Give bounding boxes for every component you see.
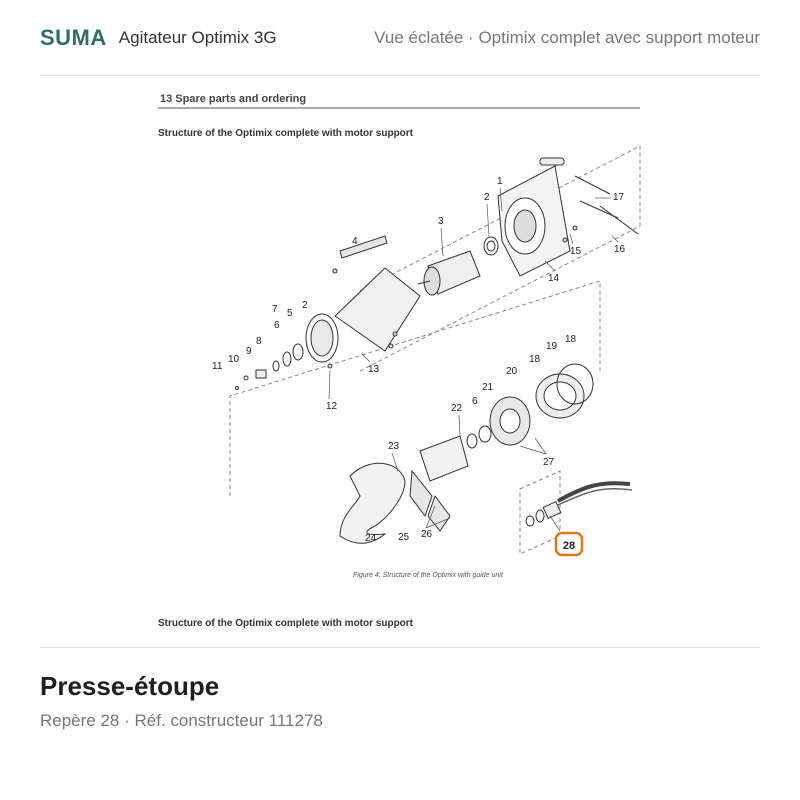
callout-8: 8 [256, 336, 262, 347]
housing-tube [306, 236, 420, 362]
brand-logo: SUMA [40, 24, 107, 50]
section-divider [40, 647, 760, 648]
callout-5: 5 [287, 308, 293, 319]
callout-14: 14 [548, 273, 560, 284]
app-header [40, 0, 760, 76]
callout-24: 24 [365, 533, 377, 544]
callout-1: 1 [497, 176, 503, 187]
callout-21: 21 [482, 382, 494, 393]
callout-25: 25 [398, 532, 410, 543]
motor-support [498, 158, 638, 276]
callout-13: 13 [368, 364, 380, 375]
callout-17: 17 [613, 192, 625, 203]
callout-18: 18 [565, 334, 577, 345]
motor-unit [418, 251, 480, 295]
caption-top: Structure of the Optimix complete with motor support [158, 128, 414, 139]
highlighted-callout[interactable] [556, 533, 582, 555]
flange-assembly [467, 364, 593, 448]
callout-7: 7 [272, 304, 278, 315]
callout-16: 16 [614, 244, 626, 255]
exploded-view-diagram [40, 76, 760, 646]
callout-20: 20 [506, 366, 518, 377]
product-name: Agitateur Optimix 3G [118, 27, 277, 47]
callout-26: 26 [421, 529, 433, 540]
view-title: Vue éclatée · Optimix complet avec support moteur [374, 27, 760, 47]
callout-11: 11 [212, 361, 223, 372]
callout-19: 19 [546, 341, 558, 352]
caption-bottom: Structure of the Optimix complete with motor support [158, 618, 414, 629]
section-heading: 13 Spare parts and ordering [160, 93, 307, 105]
callout-10: 10 [228, 354, 240, 365]
callout-15: 15 [570, 246, 582, 257]
callout-18b: 18 [529, 354, 541, 365]
part-reference: Repère 28 · Réf. constructeur 111278 [40, 711, 323, 730]
callout-2b: 2 [302, 300, 308, 311]
callout-6: 6 [274, 320, 280, 331]
part-title: Presse-étoupe [40, 671, 220, 701]
callout-22: 22 [451, 403, 463, 414]
callout-3: 3 [438, 216, 444, 227]
callout-28: 28 [562, 540, 576, 552]
callout-6b: 6 [472, 396, 478, 407]
propeller [340, 436, 468, 543]
callout-23: 23 [388, 441, 400, 452]
callout-27: 27 [543, 457, 555, 468]
callout-2: 2 [484, 192, 490, 203]
callout-12: 12 [326, 401, 338, 412]
callout-4: 4 [352, 236, 358, 247]
figure-caption: Figure 4: Structure of the Optimix with guide unit [353, 572, 503, 579]
callout-9: 9 [246, 346, 252, 357]
cable-gland [526, 483, 632, 526]
